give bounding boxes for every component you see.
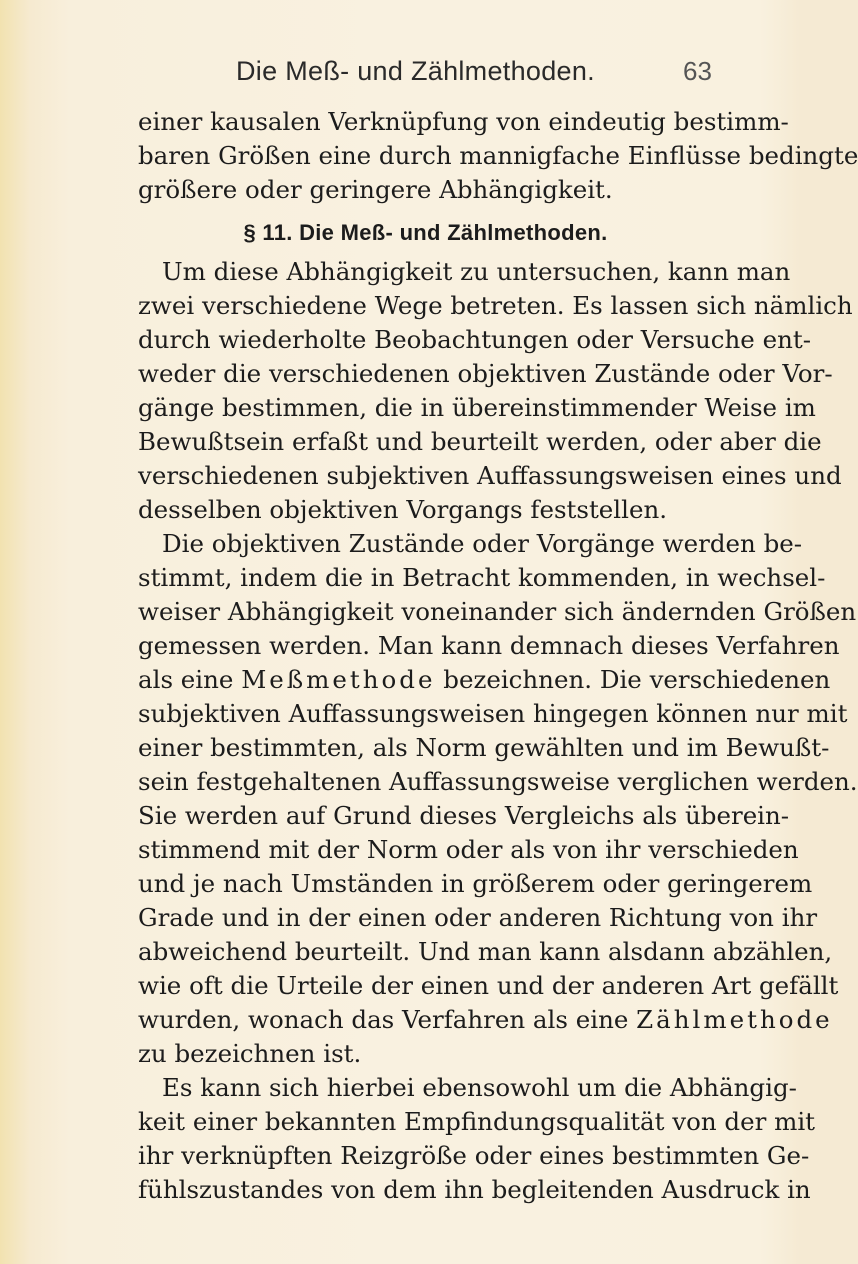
text-fragment: als eine xyxy=(138,665,242,694)
text-line: gänge bestimmen, die in übereinstimmender Weise im xyxy=(138,393,816,422)
text-line: verschiedenen subjektiven Auffassungsweisen eines und xyxy=(138,461,842,490)
text-line: Bewußtsein erfaßt und beurteilt werden, oder aber die xyxy=(138,427,822,456)
text-line: zu bezeichnen ist. xyxy=(138,1039,362,1068)
text-line: desselben objektiven Vorgangs feststellen. xyxy=(138,495,668,524)
text-fragment: wurden, wonach das Verfahren als eine xyxy=(138,1005,637,1034)
text-line: ihr verknüpften Reizgröße oder eines bestimmten Ge- xyxy=(138,1141,810,1170)
text-line: fühlszustandes von dem ihn begleitenden Ausdruck in xyxy=(138,1175,811,1204)
text-line: einer kausalen Verknüpfung von eindeutig bestimm- xyxy=(138,107,789,136)
text-line: Es kann sich hierbei ebensowohl um die Abhängig- xyxy=(162,1073,797,1102)
text-line: zwei verschiedene Wege betreten. Es lassen sich nämlich xyxy=(138,291,853,320)
text-line: keit einer bekannten Empfindungsqualität von der mit xyxy=(138,1107,816,1136)
text-line: Grade und in der einen oder anderen Richtung von ihr xyxy=(138,903,818,932)
text-line: wie oft die Urteile der einen und der anderen Art gefällt xyxy=(138,971,839,1000)
text-fragment: bezeichnen. Die verschiedenen xyxy=(435,665,831,694)
text-line: stimmend mit der Norm oder als von ihr verschieden xyxy=(138,835,799,864)
text-line: abweichend beurteilt. Und man kann alsdann abzählen, xyxy=(138,937,833,966)
text-line: stimmt, indem die in Betracht kommenden, in wechsel- xyxy=(138,563,826,592)
text-line: Um diese Abhängigkeit zu untersuchen, kann man xyxy=(162,257,791,286)
text-line: Sie werden auf Grund dieses Vergleichs als überein- xyxy=(138,801,790,830)
text-line: weder die verschiedenen objektiven Zustände oder Vor- xyxy=(138,359,833,388)
text-line: und je nach Umständen in größerem oder geringerem xyxy=(138,869,813,898)
paragraph-3 xyxy=(138,527,858,1071)
text-line: gemessen werden. Man kann demnach dieses Verfahren xyxy=(138,631,840,660)
text-line: weiser Abhängigkeit voneinander sich ändernden Größen xyxy=(138,597,857,626)
emphasized-term: Zählmethode xyxy=(636,1005,833,1034)
text-line xyxy=(138,1003,833,1037)
running-title: Die Meß- und Zählmethoden. xyxy=(236,56,595,86)
text-line: baren Größen eine durch mannigfache Einflüsse bedingte xyxy=(138,141,858,170)
text-line: Die objektiven Zustände oder Vorgänge werden be- xyxy=(162,529,803,558)
paragraph-2 xyxy=(138,255,853,527)
text-line: durch wiederholte Beobachtungen oder Versuche ent- xyxy=(138,325,811,354)
text-line: sein festgehaltenen Auffassungsweise verglichen werden. xyxy=(138,767,858,796)
emphasized-term: Meßmethode xyxy=(241,665,436,694)
section-heading: § 11. Die Meß- und Zählmethoden. xyxy=(243,220,608,245)
page-number: 63 xyxy=(683,56,712,86)
page-header xyxy=(0,56,800,96)
text-line: subjektiven Auffassungsweisen hingegen können nur mit xyxy=(138,699,848,728)
body-text xyxy=(138,105,858,1207)
paragraph-1 xyxy=(138,105,858,207)
text-line: größere oder geringere Abhängigkeit. xyxy=(138,175,613,204)
paragraph-4 xyxy=(138,1071,816,1207)
text-line: einer bestimmten, als Norm gewählten und im Bewußt- xyxy=(138,733,830,762)
text-line xyxy=(138,663,831,697)
